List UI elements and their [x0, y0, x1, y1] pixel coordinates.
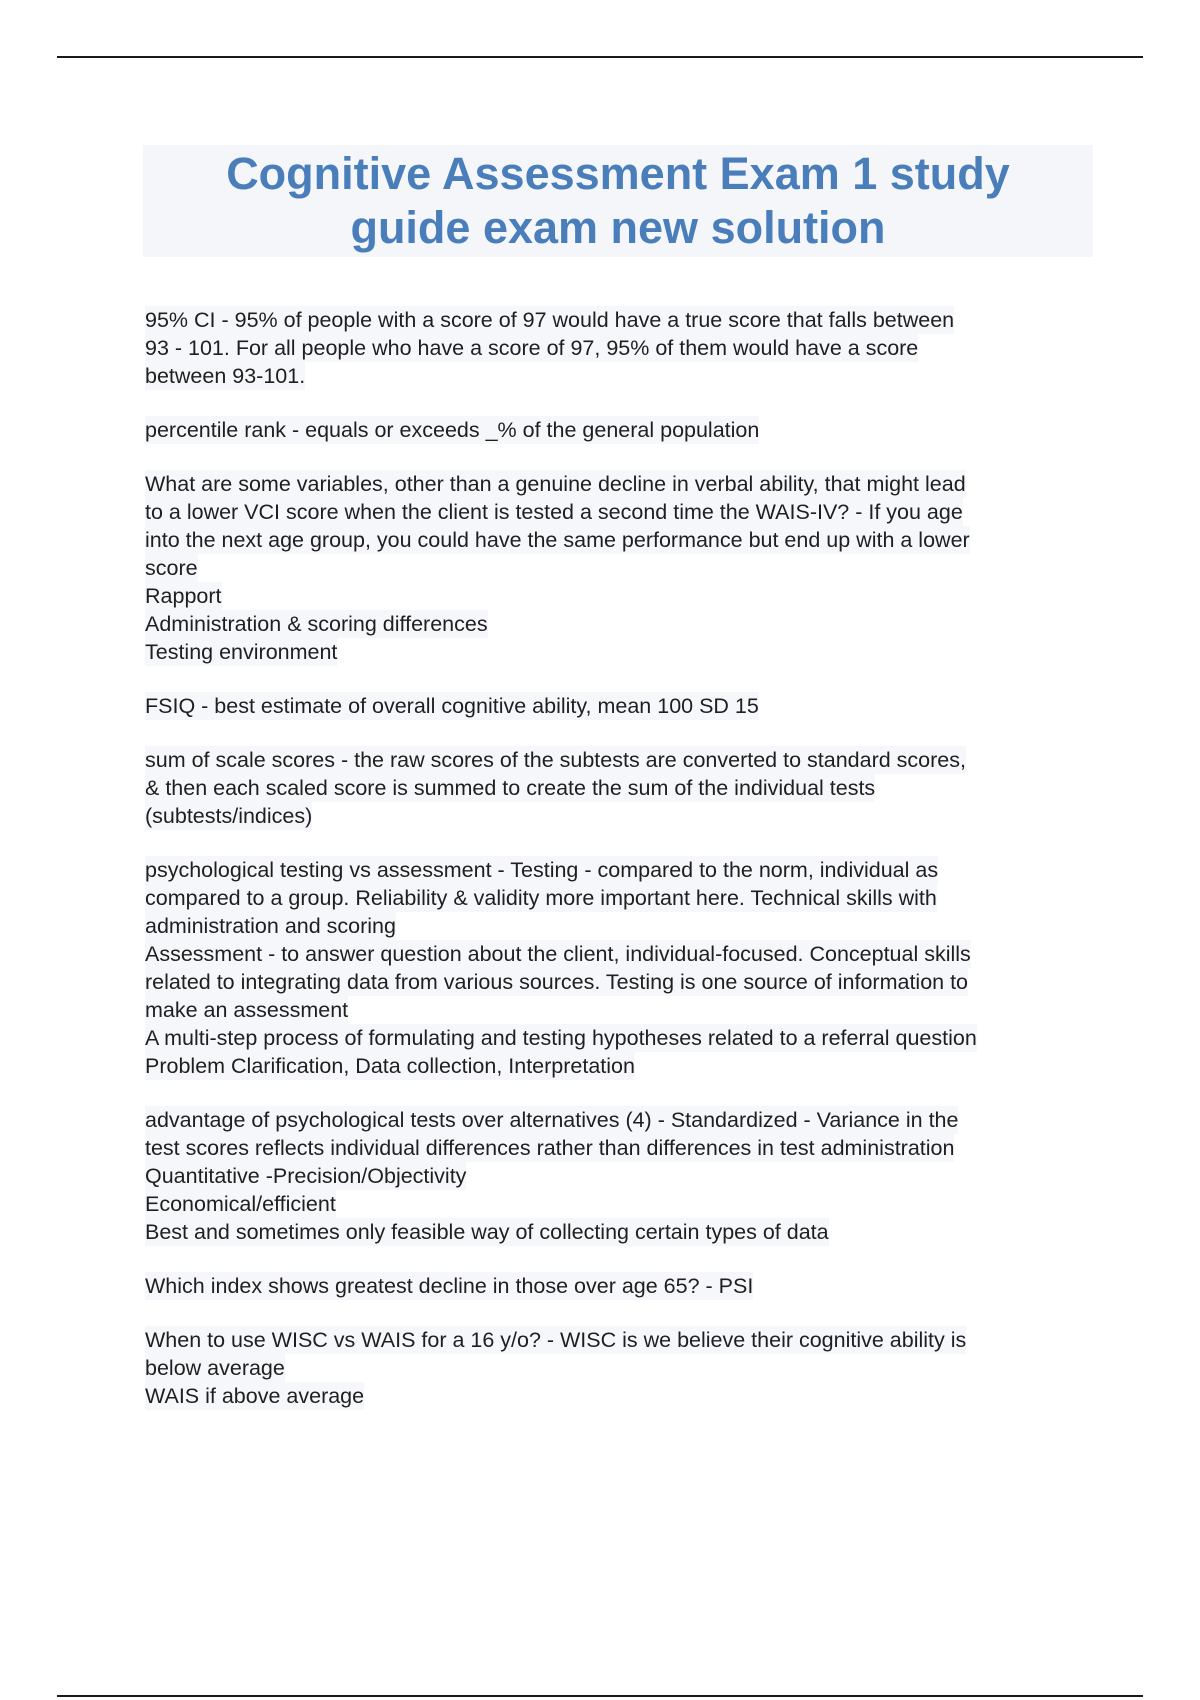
entry-line: When to use WISC vs WAIS for a 16 y/o? - WISC is we believe their cognitive ability is: [145, 1328, 967, 1352]
entry-line: (subtests/indices): [145, 804, 313, 828]
entry-line: Administration & scoring differences: [145, 612, 488, 636]
qa-entry: [145, 1326, 1095, 1410]
entry-line: advantage of psychological tests over alternatives (4) - Standardized - Variance in the: [145, 1108, 959, 1132]
entry-line: into the next age group, you could have the same performance but end up with a lower: [145, 528, 970, 552]
qa-entry: [145, 1106, 1095, 1246]
document-title: Cognitive Assessment Exam 1 study guide exam new solution: [226, 148, 1010, 253]
entry-line: A multi-step process of formulating and testing hypotheses related to a referral question: [145, 1026, 977, 1050]
entry-line: WAIS if above average: [145, 1384, 365, 1408]
entry-line: Problem Clarification, Data collection, Interpretation: [145, 1054, 635, 1078]
entry-line: test scores reflects individual differences rather than differences in test administration: [145, 1136, 955, 1160]
entry-line: Rapport: [145, 584, 222, 608]
entry-line: make an assessment: [145, 998, 349, 1022]
qa-entry: [145, 692, 1095, 720]
entry-line: Which index shows greatest decline in those over age 65? - PSI: [145, 1274, 754, 1298]
entry-line: between 93-101.: [145, 364, 306, 388]
entry-line: Economical/efficient: [145, 1192, 336, 1216]
entry-line: related to integrating data from various sources. Testing is one source of information to: [145, 970, 969, 994]
entry-line: score: [145, 556, 198, 580]
entry-line: Best and sometimes only feasible way of collecting certain types of data: [145, 1220, 829, 1244]
entry-line: 95% CI - 95% of people with a score of 97 would have a true score that falls between: [145, 308, 955, 332]
entry-line: percentile rank - equals or exceeds _% of the general population: [145, 418, 760, 442]
qa-entry: [145, 1272, 1095, 1300]
entry-line: Quantitative -Precision/Objectivity: [145, 1164, 467, 1188]
qa-entry: [145, 416, 1095, 444]
qa-entry: [145, 470, 1095, 666]
page-bottom-rule: [57, 1695, 1143, 1697]
title-banner: [143, 145, 1093, 257]
entry-line: administration and scoring: [145, 914, 396, 938]
entry-line: below average: [145, 1356, 285, 1380]
entry-line: sum of scale scores - the raw scores of the subtests are converted to standard scores,: [145, 748, 966, 772]
entry-line: 93 - 101. For all people who have a score of 97, 95% of them would have a score: [145, 336, 919, 360]
entry-line: What are some variables, other than a genuine decline in verbal ability, that might lead: [145, 472, 966, 496]
entry-line: psychological testing vs assessment - Testing - compared to the norm, individual as: [145, 858, 939, 882]
entry-line: Testing environment: [145, 640, 338, 664]
document-body: [145, 306, 1095, 1436]
entry-line: & then each scaled score is summed to create the sum of the individual tests: [145, 776, 876, 800]
page-top-rule: [57, 56, 1143, 58]
qa-entry: [145, 306, 1095, 390]
entry-line: to a lower VCI score when the client is tested a second time the WAIS-IV? - If you age: [145, 500, 963, 524]
entry-line: FSIQ - best estimate of overall cognitive ability, mean 100 SD 15: [145, 694, 759, 718]
entry-line: Assessment - to answer question about the client, individual-focused. Conceptual skills: [145, 942, 971, 966]
qa-entry: [145, 856, 1095, 1080]
qa-entry: [145, 746, 1095, 830]
entry-line: compared to a group. Reliability & validity more important here. Technical skills with: [145, 886, 937, 910]
